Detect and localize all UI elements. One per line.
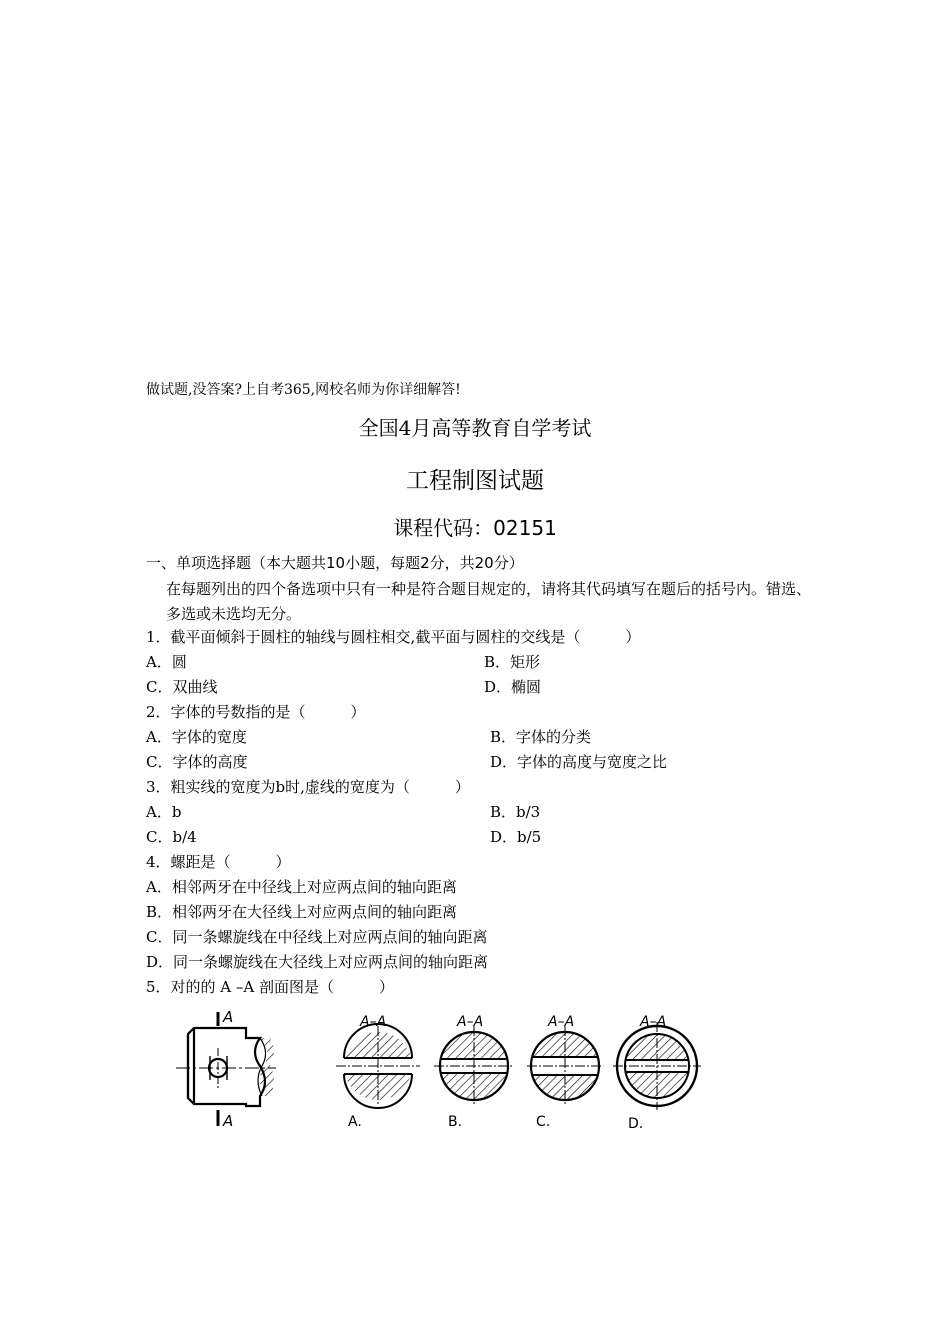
option-a: A．圆 (146, 653, 187, 671)
option-c: C．字体的高度 (146, 753, 248, 771)
option-c: C．双曲线 (146, 678, 218, 696)
option-c: C．b/4 (146, 828, 197, 846)
option-c: C．同一条螺旋线在中径线上对应两点间的轴向距离 (146, 928, 488, 946)
section-title: A–A (640, 1014, 667, 1030)
option-a: A．b (146, 803, 182, 821)
ad-line: 做试题,没答案?上自考365,网校名师为你详细解答! (146, 382, 461, 398)
option-b: B．b/3 (490, 803, 541, 821)
option-label: D. (628, 1116, 644, 1132)
option-a: A．字体的宽度 (146, 728, 247, 746)
option-label: C. (536, 1114, 551, 1130)
option-a: A．相邻两牙在中径线上对应两点间的轴向距离 (146, 878, 457, 896)
option-d: D．椭圆 (484, 678, 542, 696)
option-d: D．同一条螺旋线在大径线上对应两点间的轴向距离 (146, 953, 489, 971)
option-d: D．字体的高度与宽度之比 (490, 753, 668, 771)
section-option-c (527, 1014, 603, 1130)
question-stem: 1．截平面倾斜于圆柱的轴线与圆柱相交,截平面与圆柱的交线是（ ） (146, 628, 641, 646)
shaft-main-view (188, 1028, 266, 1106)
question-stem: 5．对的的 A –A 剖面图是（ ） (146, 978, 395, 996)
question-stem: 4．螺距是（ ） (146, 853, 291, 871)
section-instruction: 在每题列出的四个备选项中只有一种是符合题目规定的，请将其代码填写在题后的括号内。错选、多选或未选均无分。 (166, 580, 812, 623)
section-option-d (613, 1014, 701, 1132)
question-stem: 2．字体的号数指的是（ ） (146, 703, 366, 721)
view-label-bottom: A (223, 1112, 234, 1130)
subject-title: 工程制图试题 (406, 468, 544, 494)
section-title: A–A (548, 1014, 575, 1030)
option-d: D．b/5 (490, 828, 542, 846)
question-stem: 3．粗实线的宽度为b时,虚线的宽度为（ ） (146, 778, 470, 796)
section-option-b (434, 1014, 514, 1130)
section-figure (170, 1004, 730, 1134)
section-title: A–A (360, 1014, 387, 1030)
option-b: B．矩形 (484, 653, 541, 671)
option-b: B．字体的分类 (490, 728, 592, 746)
section-heading: 一、单项选择题（本大题共10小题，每题2分，共20分） (146, 554, 524, 572)
option-b: B．相邻两牙在大径线上对应两点间的轴向距离 (146, 903, 458, 921)
option-label: B. (448, 1114, 463, 1130)
section-option-a (336, 1014, 420, 1130)
section-title: A–A (457, 1014, 484, 1030)
exam-title: 全国4月高等教育自学考试 (358, 416, 592, 440)
course-code: 课程代码：02151 (393, 516, 557, 540)
option-label: A. (348, 1114, 362, 1130)
view-label-top: A (223, 1008, 234, 1026)
